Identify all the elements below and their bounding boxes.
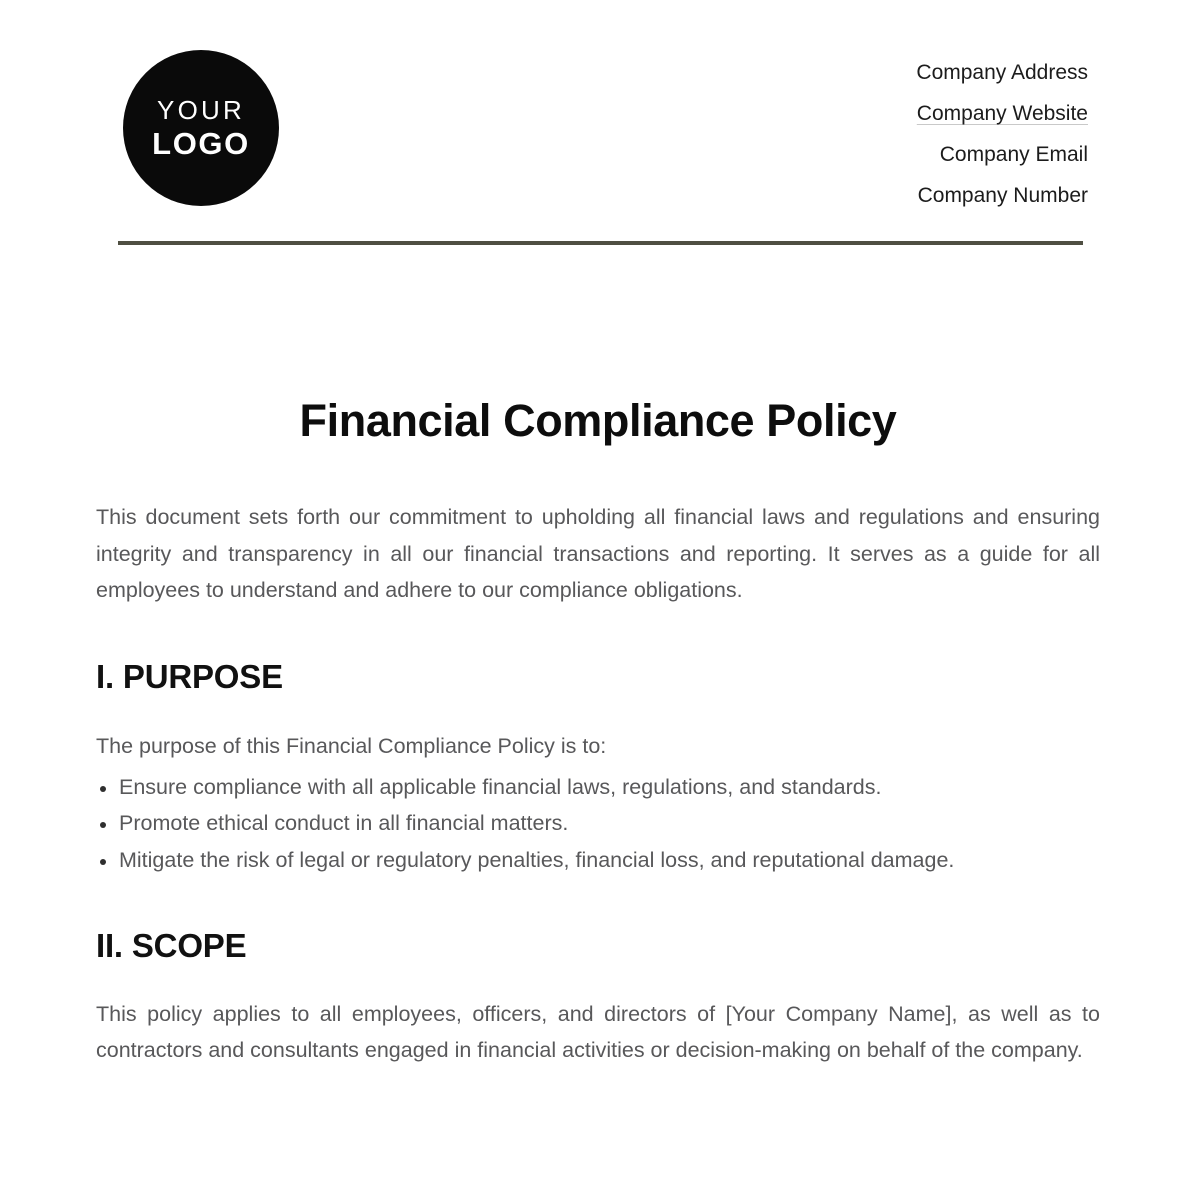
- section-paragraph-scope: This policy applies to all employees, officers, and directors of [Your Company Name], as well as to contractors and consultants engaged in financial activities or decision-making on behalf of the company.: [96, 1001, 1100, 1063]
- list-item: Promote ethical conduct in all financial matters.: [96, 805, 1100, 842]
- section-purpose: [96, 609, 1100, 879]
- section-lead-purpose: The purpose of this Financial Compliance Policy is to:: [96, 734, 607, 759]
- page-title: Financial Compliance Policy: [299, 395, 897, 446]
- contact-company-email[interactable]: Company Email: [939, 143, 1088, 166]
- contact-company-website[interactable]: Company Website: [916, 102, 1088, 125]
- company-contact-block: [916, 52, 1088, 216]
- purpose-bullet-list: [96, 765, 1100, 879]
- section-heading-purpose: I. PURPOSE: [96, 657, 283, 695]
- section-scope: [96, 878, 1100, 1069]
- intro-paragraph: This document sets forth our commitment to upholding all financial laws and regulations and ensuring integrity and transparency in all our financial transactions and reporting. It serves as a guide for all employees to understand and adhere to our compliance obligations.: [96, 505, 1100, 602]
- list-item: Ensure compliance with all applicable financial laws, regulations, and standards.: [96, 769, 1100, 806]
- document-body: [96, 286, 1100, 1069]
- document-header: [0, 0, 1200, 212]
- section-heading-scope: II. SCOPE: [96, 927, 247, 965]
- list-item: Mitigate the risk of legal or regulatory penalties, financial loss, and reputational damage.: [96, 842, 1100, 879]
- contact-company-address[interactable]: Company Address: [916, 61, 1088, 84]
- logo-text-secondary: LOGO: [152, 126, 250, 161]
- header-divider: [118, 241, 1083, 245]
- logo-circle-icon: [123, 50, 279, 206]
- logo-text-primary: YOUR: [157, 95, 245, 125]
- company-logo[interactable]: [123, 50, 279, 206]
- contact-company-number[interactable]: Company Number: [917, 184, 1088, 207]
